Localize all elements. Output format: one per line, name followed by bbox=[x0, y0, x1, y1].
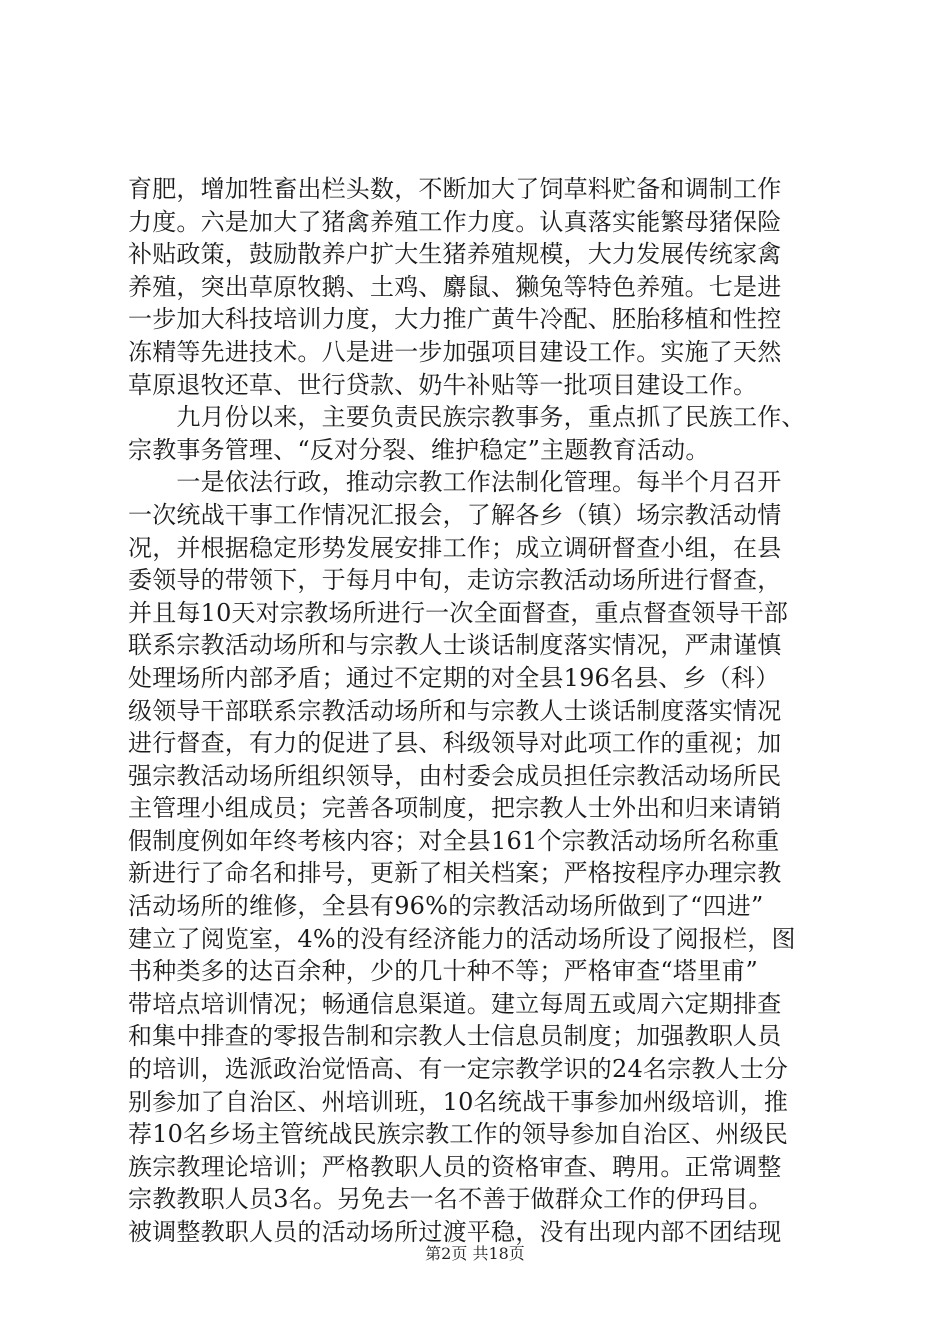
text-line: 一是依法行政，推动宗教工作法制化管理。每半个月召开 bbox=[128, 468, 782, 497]
text-line: 荐10名乡场主管统战民族宗教工作的领导参加自治区、州级民 bbox=[128, 1120, 789, 1149]
text-line: 的培训，选派政治觉悟高、有一定宗教学识的24名宗教人士分 bbox=[128, 1055, 789, 1084]
text-line: 况，并根据稳定形势发展安排工作；成立调研督查小组，在县 bbox=[128, 533, 782, 562]
text-line: 并且每10天对宗教场所进行一次全面督查，重点督查领导干部 bbox=[128, 598, 789, 627]
text-line: 宗教事务管理、“反对分裂、维护稳定”主题教育活动。 bbox=[128, 435, 710, 464]
text-line: 假制度例如年终考核内容；对全县161个宗教活动场所名称重 bbox=[128, 826, 780, 855]
text-line: 活动场所的维修，全县有96%的宗教活动场所做到了“四进” bbox=[128, 892, 764, 921]
text-line: 带培点培训情况；畅通信息渠道。建立每周五或周六定期排查 bbox=[128, 989, 782, 1018]
text-line: 主管理小组成员；完善各项制度，把宗教人士外出和归来请销 bbox=[128, 794, 782, 823]
text-line: 族宗教理论培训；严格教职人员的资格审查、聘用。正常调整 bbox=[128, 1152, 782, 1181]
text-line: 宗教教职人员3名。另免去一名不善于做群众工作的伊玛目。 bbox=[128, 1185, 773, 1214]
text-line: 一步加大科技培训力度，大力推广黄牛冷配、胚胎移植和性控 bbox=[128, 305, 782, 334]
text-line: 级领导干部联系宗教活动场所和与宗教人士谈话制度落实情况 bbox=[128, 696, 782, 725]
text-line: 一次统战干事工作情况汇报会，了解各乡（镇）场宗教活动情 bbox=[128, 500, 782, 529]
page-footer: 第2页 共18页 bbox=[425, 1244, 525, 1263]
text-line: 九月份以来，主要负责民族宗教事务，重点抓了民族工作、 bbox=[128, 403, 806, 432]
text-line: 育肥，增加牲畜出栏头数，不断加大了饲草料贮备和调制工作 bbox=[128, 175, 782, 203]
text-line: 处理场所内部矛盾；通过不定期的对全县196名县、乡（科） bbox=[128, 663, 780, 692]
text-line: 别参加了自治区、州培训班，10名统战干事参加州级培训，推 bbox=[128, 1087, 789, 1116]
text-line: 进行督查，有力的促进了县、科级领导对此项工作的重视；加 bbox=[128, 729, 782, 758]
text-line: 草原退牧还草、世行贷款、奶牛补贴等一批项目建设工作。 bbox=[128, 370, 758, 399]
text-line: 强宗教活动场所组织领导，由村委会成员担任宗教活动场所民 bbox=[128, 761, 782, 790]
text-line: 力度。六是加大了猪禽养殖工作力度。认真落实能繁母猪保险 bbox=[128, 207, 782, 236]
text-line: 建立了阅览室，4%的没有经济能力的活动场所设了阅报栏，图 bbox=[128, 924, 796, 953]
text-line: 被调整教职人员的活动场所过渡平稳，没有出现内部不团结现 bbox=[128, 1218, 782, 1246]
text-line: 新进行了命名和排号，更新了相关档案；严格按程序办理宗教 bbox=[128, 859, 782, 888]
body-text bbox=[128, 173, 844, 1249]
text-line: 补贴政策，鼓励散养户扩大生猪养殖规模，大力发展传统家禽 bbox=[128, 240, 782, 269]
text-line: 委领导的带领下，于每月中旬，走访宗教活动场所进行督查， bbox=[128, 566, 782, 595]
text-line: 联系宗教活动场所和与宗教人士谈话制度落实情况，严肃谨慎 bbox=[128, 631, 782, 660]
text-line: 冻精等先进技术。八是进一步加强项目建设工作。实施了天然 bbox=[128, 337, 782, 366]
text-line: 和集中排查的零报告制和宗教人士信息员制度；加强教职人员 bbox=[128, 1022, 782, 1051]
text-line: 养殖，突出草原牧鹅、土鸡、麝鼠、獭兔等特色养殖。七是进 bbox=[128, 272, 782, 301]
text-line: 书种类多的达百余种，少的几十种不等；严格审查“塔里甫” bbox=[128, 957, 758, 986]
